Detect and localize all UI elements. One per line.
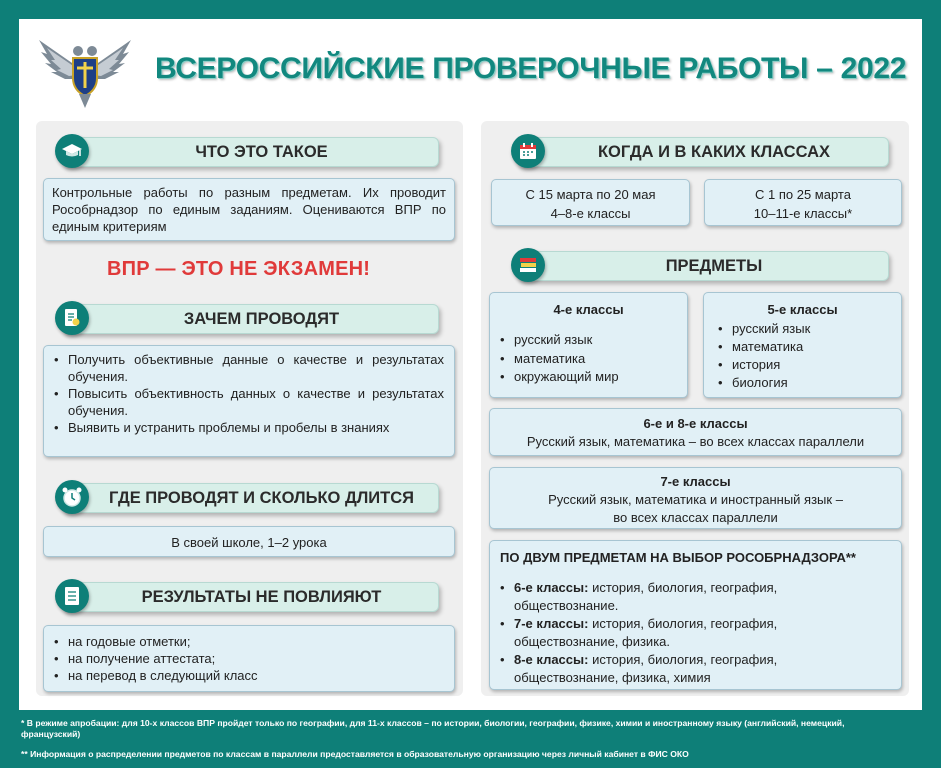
list-item: • биология	[718, 374, 887, 392]
list-item: • окружающий мир	[500, 368, 677, 387]
list-item: • на годовые отметки;	[54, 633, 444, 650]
list-item: • история	[718, 356, 887, 374]
why-title: ЗАЧЕМ ПРОВОДЯТ	[183, 309, 340, 328]
document-icon	[55, 301, 89, 335]
where-header	[62, 483, 439, 513]
list-item: • математика	[718, 338, 887, 356]
choice-subjects-text: история, биология, география, обществознание, физика.	[514, 616, 778, 649]
why-list-box	[43, 345, 455, 457]
checklist-icon	[55, 579, 89, 613]
list-item: • на перевод в следующий класс	[54, 667, 444, 684]
list-item: • на получение аттестата;	[54, 650, 444, 667]
results-header	[62, 582, 439, 612]
choice-grade-label: 7-е классы:	[514, 616, 589, 631]
grade-5-title: 5-е классы	[767, 302, 838, 317]
choice-title: ПО ДВУМ ПРЕДМЕТАМ НА ВЫБОР РОСОБРНАДЗОРА**	[500, 550, 856, 565]
what-is-it-title: ЧТО ЭТО ТАКОЕ	[195, 142, 328, 161]
results-list-box	[43, 625, 455, 692]
list-item: • математика	[500, 350, 677, 369]
page-title: ВСЕРОССИЙСКИЕ ПРОВЕРОЧНЫЕ РАБОТЫ – 2022	[155, 52, 907, 85]
not-an-exam-warning: ВПР — ЭТО НЕ ЭКЗАМЕН!	[107, 258, 371, 280]
list-item	[500, 615, 831, 651]
period-1-grades: 4–8-е классы	[550, 206, 631, 221]
grade-6-8-text: Русский язык, математика – во всех классах параллели	[526, 434, 865, 449]
where-text: В своей школе, 1–2 урока	[43, 526, 455, 557]
choice-grade-label: 6-е классы:	[514, 580, 589, 595]
why-header	[62, 304, 439, 334]
grade-6-8-title: 6-е и 8-е классы	[643, 416, 748, 431]
choice-subjects-text: история, биология, география, обществознание, физика, химия	[514, 652, 778, 685]
books-icon	[511, 248, 545, 282]
what-is-it-header	[62, 137, 439, 167]
when-header	[517, 137, 889, 167]
period-2-dates: С 1 по 25 марта	[755, 187, 851, 202]
list-item: • русский язык	[500, 331, 677, 350]
choice-subjects-box	[489, 540, 902, 690]
list-item: • Повысить объективность данных о качестве и результатах обучения.	[54, 385, 444, 419]
grade-4-title: 4-е классы	[553, 302, 624, 317]
alarm-clock-icon	[55, 480, 89, 514]
grade-7-line-2: во всех классах параллели	[613, 510, 778, 525]
choice-grade-label: 8-е классы:	[514, 652, 589, 667]
where-title: ГДЕ ПРОВОДЯТ И СКОЛЬКО ДЛИТСЯ	[109, 488, 414, 507]
grade-6-8-box	[489, 408, 902, 456]
results-title: РЕЗУЛЬТАТЫ НЕ ПОВЛИЯЮТ	[141, 587, 382, 606]
period-box-2	[704, 179, 902, 226]
footnote-1: * В режиме апробации: для 10-х классов ВПР пройдет только по географии, для 11-х классов – по истории, биологии, географии, физике, химии и иностранному языку (английский, немецкий, французский)	[21, 718, 845, 739]
grade-7-line-1: Русский язык, математика и иностранный язык –	[548, 492, 843, 507]
list-item: • русский язык	[718, 320, 887, 338]
grade-4-box	[489, 292, 688, 398]
graduation-cap-icon	[55, 134, 89, 168]
when-title: КОГДА И В КАКИХ КЛАССАХ	[597, 142, 831, 161]
period-2-grades: 10–11-е классы*	[753, 206, 853, 221]
list-item: • Получить объективные данные о качестве и результатах обучения.	[54, 351, 444, 385]
subjects-header	[517, 251, 889, 281]
list-item: • Выявить и устранить проблемы и пробелы в знаниях	[54, 419, 444, 436]
grade-7-box	[489, 467, 902, 529]
grade-5-box	[703, 292, 902, 398]
subjects-title: ПРЕДМЕТЫ	[665, 256, 763, 275]
what-is-it-text: Контрольные работы по разным предметам. Их проводит Рособрнадзор по единым заданиям. Оцениваются ВПР по единым критериям	[43, 178, 455, 241]
footnote-2: ** Информация о распределении предметов по классам в параллели предоставляется в образовательную организацию через личный кабинет в ФИС ОКО	[21, 749, 689, 759]
calendar-icon	[511, 134, 545, 168]
period-1-dates: С 15 марта по 20 мая	[525, 187, 656, 202]
choice-subjects-text: история, биология, география, обществознание.	[514, 580, 778, 613]
list-item	[500, 579, 831, 615]
grade-7-title: 7-е классы	[660, 474, 731, 489]
eagle-emblem-logo	[37, 32, 133, 110]
list-item	[500, 651, 831, 687]
period-box-1	[491, 179, 690, 226]
